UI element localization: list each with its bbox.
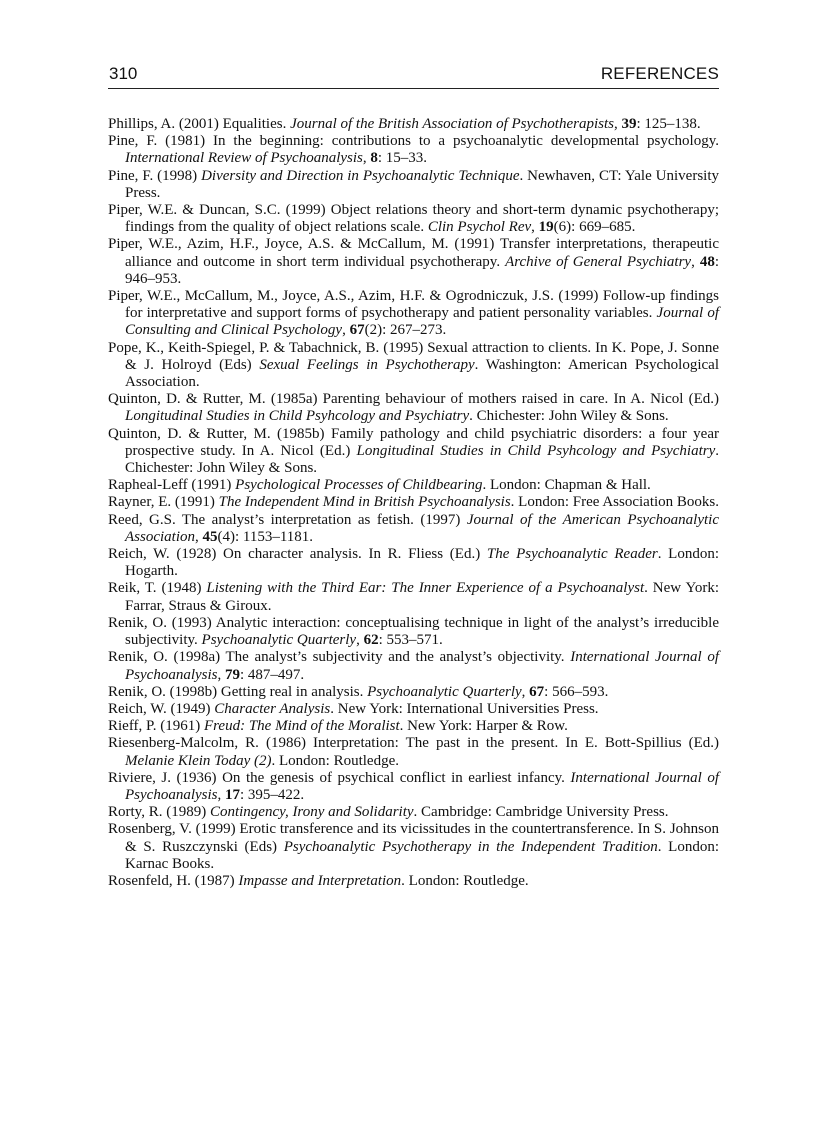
reference-entry (108, 133, 719, 167)
reference-text: Reed, G.S. The analyst’s interpretation as fetish. (1997) (108, 511, 467, 528)
reference-text: . London: Free Association Books. (510, 494, 719, 511)
reference-title: Diversity and Direction in Psychoanalytic Technique (201, 167, 520, 184)
reference-entry (108, 477, 719, 494)
reference-text: Rayner, E. (1991) (108, 494, 219, 511)
reference-title: Sexual Feelings in Psychotherapy (259, 356, 475, 373)
reference-title: Listening with the Third Ear: The Inner Experience of a Psychoanalyst (206, 580, 645, 597)
reference-title: Psychological Processes of Childbearing (235, 477, 483, 494)
reference-title: Contingency, Irony and Solidarity (209, 804, 414, 821)
reference-entry (108, 649, 719, 683)
reference-title: Clin Psychol Rev (427, 219, 532, 236)
reference-text: . New York: International Universities Press. (330, 700, 599, 717)
reference-entry (108, 168, 719, 202)
reference-volume: 67 (349, 322, 365, 339)
reference-text: . New York: Harper & Row. (399, 718, 568, 735)
reference-text: . Chichester: John Wiley & Sons. (469, 408, 669, 425)
reference-title: Archive of General Psychiatry (505, 253, 692, 270)
reference-text: , (217, 786, 225, 803)
reference-text: . New York: Farrar, Straus & Giroux. (125, 580, 719, 614)
reference-text: . London: Routledge. (271, 752, 400, 769)
reference-text: , (195, 528, 203, 545)
reference-text: Piper, W.E., Azim, H.F., Joyce, A.S. & McCallum, M. (1991) Transfer interpretations, therapeutic alliance and outcome in short term individual psychotherapy. (108, 236, 719, 270)
reference-text: . Cambridge: Cambridge University Press. (413, 804, 669, 821)
reference-text: : 566–593. (544, 683, 609, 700)
reference-entry (108, 391, 719, 425)
reference-text: Quinton, D. & Rutter, M. (1985b) Family pathology and child psychiatric disorders: a four year prospective study. In A. Nicol (Ed.) (108, 425, 719, 459)
reference-volume: 17 (224, 786, 240, 803)
reference-text: Rosenberg, V. (1999) Erotic transference and its vicissitudes in the countertransference. In S. Johnson & S. Ruszczynski (Eds) (108, 821, 719, 855)
reference-text: , (342, 322, 350, 339)
reference-title: International Review of Psychoanalysis (125, 150, 363, 167)
reference-text: . London: Karnac Books. (125, 838, 719, 872)
reference-text: : 487–497. (239, 666, 305, 683)
reference-text: : 15–33. (377, 150, 428, 167)
reference-text: : 395–422. (239, 786, 305, 803)
reference-volume: 79 (224, 666, 240, 683)
reference-text: . Washington: American Psychological Association. (125, 356, 719, 391)
reference-text: Quinton, D. & Rutter, M. (1985a) Parenting behaviour of mothers raised in care. In A. Nicol (Ed.) (108, 391, 719, 408)
reference-entry (108, 236, 719, 288)
reference-entry (108, 615, 719, 649)
page-number: 310 (109, 64, 138, 83)
reference-text: Rapheal-Leff (1991) (108, 477, 236, 494)
reference-volume: 67 (529, 683, 545, 700)
reference-volume: 8 (370, 150, 378, 167)
reference-text: Pine, F. (1981) In the beginning: contributions to a psychoanalytic developmental psychology. (108, 133, 719, 150)
reference-title: Freud: The Mind of the Moralist (203, 718, 400, 735)
reference-text: (4): 1153–1181. (217, 528, 314, 545)
reference-text: Pope, K., Keith-Spiegel, P. & Tabachnick, B. (1995) Sexual attraction to clients. In K. Pope, J. Sonne & J. Holroyd (Eds) (108, 339, 719, 373)
reference-title: Longitudinal Studies in Child Psyhcology and Psychiatry (356, 442, 716, 459)
reference-title: Psychoanalytic Psychotherapy in the Independent Tradition (283, 838, 658, 855)
reference-entry (108, 580, 719, 614)
reference-text: Renik, O. (1998b) Getting real in analysis. (108, 683, 368, 700)
page-header (108, 62, 719, 89)
running-head: REFERENCES (600, 64, 719, 83)
reference-entry (108, 701, 719, 718)
reference-entry (108, 546, 719, 580)
reference-text: Rorty, R. (1989) (108, 804, 210, 821)
reference-text: , (521, 683, 530, 700)
reference-entry (108, 288, 719, 340)
reference-text: . Chichester: John Wiley & Sons. (125, 442, 720, 477)
reference-entry (108, 512, 719, 546)
reference-title: Psychoanalytic Quarterly (367, 683, 522, 700)
reference-volume: 48 (699, 253, 715, 270)
reference-entry (108, 340, 719, 392)
reference-text: , (691, 253, 700, 270)
reference-text: , (613, 116, 622, 132)
reference-text: Reik, T. (1948) (108, 580, 207, 597)
reference-entry (108, 873, 719, 890)
reference-title: Psychoanalytic Quarterly (201, 632, 357, 649)
reference-title: Longitudinal Studies in Child Psyhcology and Psychiatry (125, 408, 470, 425)
reference-text: Piper, W.E., McCallum, M., Joyce, A.S., Azim, H.F. & Ogrodniczuk, J.S. (1999) Follow-up findings for interpretative and support forms of psychotherapy and patient personality variables. (108, 288, 719, 322)
reference-text: . London: Chapman & Hall. (482, 477, 651, 494)
reference-title: Character Analysis (214, 700, 331, 717)
reference-volume: 19 (538, 219, 554, 236)
reference-title: Impasse and Interpretation (238, 872, 402, 889)
reference-text: . London: Hogarth. (125, 546, 719, 580)
reference-entry (108, 770, 719, 804)
reference-text: , (217, 666, 225, 683)
reference-text: (2): 267–273. (364, 322, 447, 339)
reference-volume: 45 (202, 528, 218, 545)
reference-text: Rieff, P. (1961) (108, 718, 204, 735)
reference-title: The Psychoanalytic Reader (486, 546, 658, 563)
reference-title: Melanie Klein Today (2) (125, 752, 272, 769)
reference-entry (108, 202, 719, 236)
reference-text: Rosenfeld, H. (1987) (108, 872, 239, 889)
reference-text: , (356, 632, 364, 649)
reference-entry (108, 494, 719, 511)
reference-text: Renik, O. (1998a) The analyst’s subjectivity and the analyst’s objectivity. (108, 649, 571, 666)
reference-volume: 62 (363, 632, 379, 649)
reference-text: : 946–953. (125, 253, 719, 287)
reference-text: (6): 669–685. (553, 219, 636, 236)
reference-text: Reich, W. (1949) (108, 700, 215, 717)
reference-text: Pine, F. (1998) (108, 167, 202, 184)
reference-text: , (362, 150, 371, 167)
reference-volume: 39 (621, 116, 637, 132)
reference-entry (108, 684, 719, 701)
reference-title: International Journal of Psychoanalysis (125, 769, 719, 803)
reference-text: Piper, W.E. & Duncan, S.C. (1999) Object relations theory and short-term dynamic psychotherapy; findings from the quality of object relations scale. (108, 202, 719, 236)
reference-text: . Newhaven, CT: Yale University Press. (125, 167, 719, 201)
reference-title: Journal of the British Association of Psychotherapists (290, 116, 614, 132)
reference-text: Reich, W. (1928) On character analysis. In R. Fliess (Ed.) (108, 546, 487, 563)
reference-text: : 125–138. (636, 116, 701, 132)
reference-entry (108, 735, 719, 769)
reference-entry (108, 804, 719, 821)
reference-entry (108, 116, 719, 133)
reference-text: Riviere, J. (1936) On the genesis of psychical conflict in earliest infancy. (108, 769, 571, 786)
reference-text: Phillips, A. (2001) Equalities. (108, 116, 291, 132)
reference-text: Renik, O. (1993) Analytic interaction: conceptualising technique in light of the analyst’s irreducible subjectivity. (108, 614, 719, 649)
reference-entry (108, 718, 719, 735)
reference-entry (108, 821, 719, 873)
reference-text: : 553–571. (378, 632, 443, 649)
reference-list (108, 116, 719, 890)
reference-text: , (531, 219, 539, 236)
reference-title: The Independent Mind in British Psychoanalysis (218, 494, 511, 511)
reference-title: Journal of the American Psychoanalytic Association (125, 511, 719, 545)
reference-title: Journal of Consulting and Clinical Psychology (125, 305, 719, 339)
reference-text: Riesenberg-Malcolm, R. (1986) Interpretation: The past in the present. In E. Bott-Spillius (Ed.) (108, 735, 719, 752)
reference-text: . London: Routledge. (401, 872, 529, 889)
reference-entry (108, 426, 719, 478)
reference-title: International Journal of Psychoanalysis (125, 649, 720, 683)
